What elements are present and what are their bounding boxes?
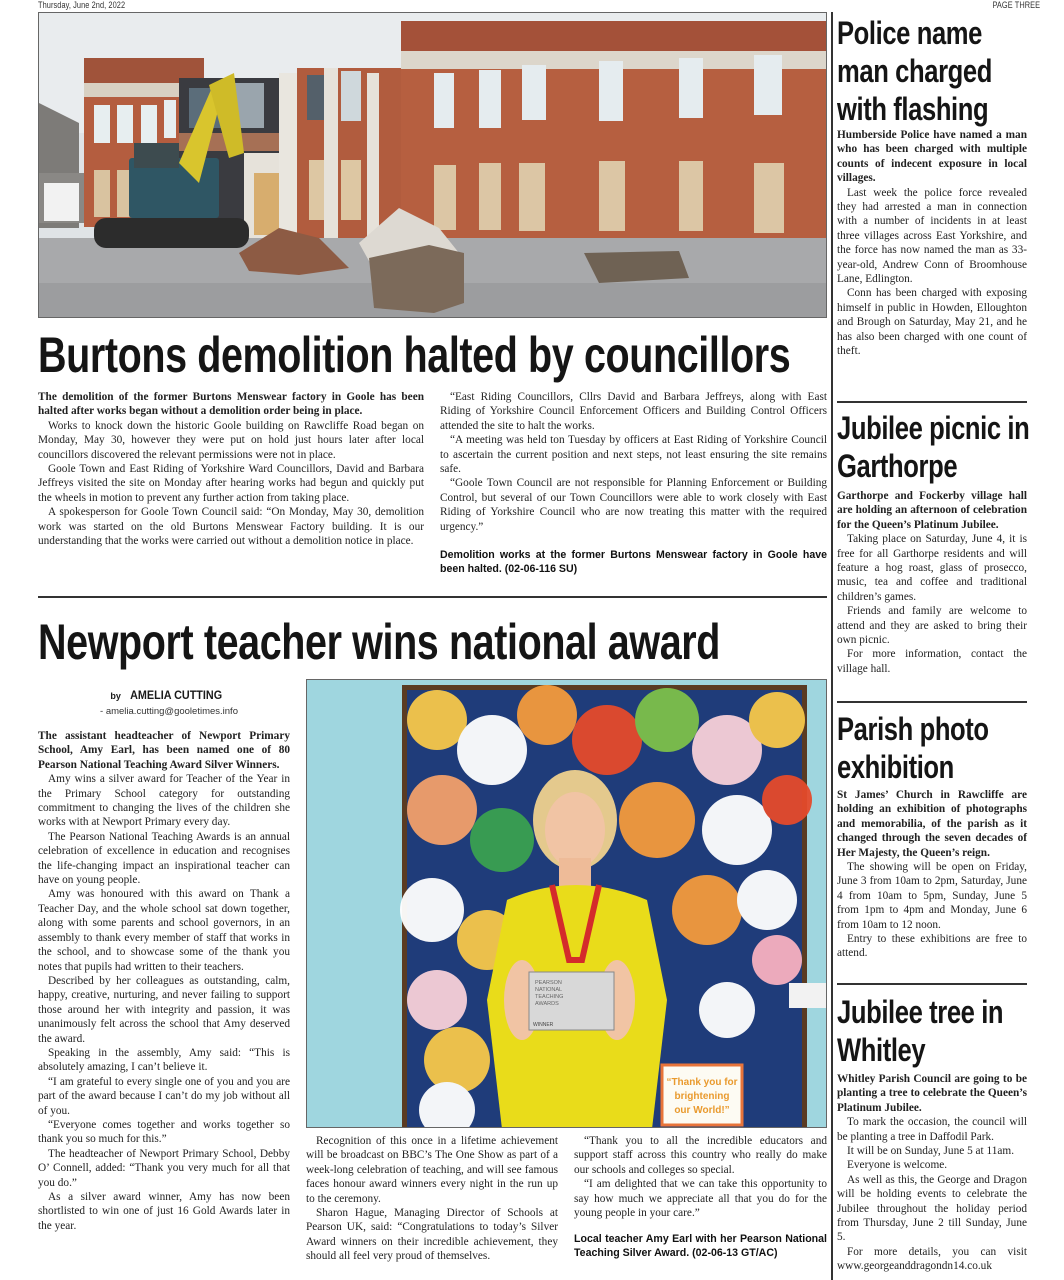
sidebar-story-exhibition [837,788,1027,961]
sidebar-headline-police: Police name man charged with flashing [837,15,992,127]
paragraph: Described by her colleagues as outstanding, calm, happy, creative, nurturing, and never failing to support those around her with integrity and passion, it was unanimously felt across the school that Amy deserved the award. [38,974,290,1045]
folio-date: Thursday, June 2nd, 2022 [38,0,126,10]
teacher-photo-caption: Local teacher Amy Earl with her Pearson National Teaching Silver Award. (02-06-13 GT/AC) [574,1233,827,1260]
sidebar-divider [837,983,1027,985]
photo-teacher-award-icon [307,680,827,1128]
paragraph: Conn has been charged with exposing himself in public in Howden, Elloughton and Brough on Saturday, May 21, and he has also been charged with one count of theft. [837,287,1027,358]
paragraph: Everyone is welcome. [847,1159,948,1172]
byline-prefix: by [110,691,121,701]
second-lede: The assistant headteacher of Newport Primary School, Amy Earl, has been named one of 80 Pearson National Teaching Award Silver Winners. [38,730,290,771]
paragraph: It will be on Sunday, June 5 at 11am. [847,1145,1015,1158]
sidebar-story-picnic [837,489,1027,676]
svg-text:NATIONAL: NATIONAL [535,987,563,993]
sidebar-lede: St James’ Church in Rawcliffe are holding an exhibition of photographs and memorabilia, of the parish as it changed through the seven decades of Her Majesty, the Queen’s reign. [837,789,1027,859]
paragraph-with-link: For more details, you can visit www.georgeanddragondn14.co.uk [837,1245,1027,1273]
paragraph: “Goole Town Council are not responsible for Planning Enforcement or Building Control, but several of our Town Councillors were able to work closely with East Riding of Yorkshire Council who are now treating this matter with the required urgency.” [440,477,827,533]
sidebar-lede: Whitley Parish Council are going to be planting a tree to celebrate the Queen’s Platinum Jubilee. [837,1073,1027,1114]
svg-text:WINNER: WINNER [533,1022,554,1028]
column-divider [831,12,833,1280]
paragraph: Recognition of this once in a lifetime achievement will be broadcast on BBC’s The One Show as part of a week-long celebration of teaching, and will see famous faces honour award winners every night in the run up to the ceremony. [306,1135,558,1205]
paragraph: A spokesperson for Goole Town Council said: “On Monday, May 30, demolition work was started on the old Burtons Menswear Factory building. It is our understanding that the works were carried out without a demolition notice in place. [38,506,424,548]
lead-lede: The demolition of the former Burtons Menswear factory in Goole has been halted after works began without a demolition order being in place. [38,391,424,418]
paragraph: The showing will be open on Friday, June 3 from 10am to 2pm, Saturday, June 4 from 10am to 5pm, Sunday, June 5 from 1pm to 4pm and Monday, June 6 from 10am to 12 noon. [837,861,1027,931]
byline-author: AMELIA CUTTING [130,688,223,702]
second-headline: Newport teacher wins national award [38,614,720,670]
sidebar-story-police [837,128,1027,359]
second-story-column-2 [306,1134,558,1264]
paragraph: “Everyone comes together and works together so thank you so much for this.” [38,1118,290,1146]
paragraph: “I am delighted that we can take this opportunity to say how much we appreciate all that you do for the young people in your care.” [574,1178,827,1220]
lead-story-column-2 [440,390,827,576]
second-story-column-3 [574,1134,827,1260]
lead-headline: Burtons demolition halted by councillors [38,327,791,383]
paragraph: “I am grateful to every single one of you and you are part of the award because I can’t do my job without all of you. [38,1075,290,1117]
lead-photo-caption: Demolition works at the former Burtons Menswear factory in Goole have been halted. (02-06-116 SU) [440,549,827,576]
paragraph: The Pearson National Teaching Awards is an annual celebration of excellence in education and recognises the life-changing impact an inspirational teacher can have on young people. [38,830,290,887]
sidebar-divider [837,701,1027,703]
svg-text:our World!”: our World!” [674,1105,730,1116]
sidebar-story-tree [837,1072,1027,1274]
svg-text:brightening: brightening [674,1091,730,1102]
folio-page: PAGE THREE [992,0,1040,10]
svg-text:PEARSON: PEARSON [535,980,562,986]
sidebar-headline-tree: Jubilee tree in Whitley [837,994,1004,1068]
byline [38,686,300,717]
paragraph: Sharon Hague, Managing Director of Schools at Pearson UK, said: “Congratulations to today’s Silver Award winners on their incredible achievement, they should all feel very proud of themselves. [306,1207,558,1263]
section-divider [38,596,827,598]
teacher-photo [306,679,827,1128]
sidebar-headline-picnic: Jubilee picnic in Garthorpe [837,410,1030,484]
photo-demolition-icon [39,13,827,318]
paragraph: Friends and family are welcome to attend and they are asked to bring their own picnic. [837,605,1027,647]
second-story-column-1 [38,729,290,1233]
paragraph: As a silver award winner, Amy has now been shortlisted to win one of just 16 Gold Awards later in the year. [38,1191,290,1232]
paragraph: Goole Town and East Riding of Yorkshire Ward Councillors, David and Barbara Jeffreys visited the site on Monday after hearing works had begun and quickly put the wheels in motion to prevent any further action from taking place. [38,463,424,504]
sidebar-divider [837,401,1027,403]
paragraph: “Thank you to all the incredible educators and support staff across this country who really do make our schools and colleges so special. [574,1135,827,1176]
paragraph: “East Riding Councillors, Cllrs David and Barbara Jeffreys, along with East Riding of Yorkshire Council Enforcement Officers and Building Control Officers attended the site to halt the works. [440,391,827,432]
paragraph: Entry to these exhibitions are free to attend. [837,933,1027,960]
svg-text:“Thank you for: “Thank you for [666,1077,738,1088]
sidebar-headline-exhibition: Parish photo exhibition [837,711,989,785]
sidebar-lede: Humberside Police have named a man who has been charged with multiple counts of indecent exposure in local villages. [837,129,1027,185]
paragraph: Speaking in the assembly, Amy said: “This is absolutely amazing, I can’t believe it. [38,1046,290,1074]
byline-email[interactable]: - amelia.cutting@gooletimes.info [100,706,238,717]
svg-text:AWARDS: AWARDS [535,1001,559,1007]
paragraph: Last week the police force revealed they had arrested a man in connection with a number of incidents in at least three villages across East Yorkshire, and the force has now named the man as 33-year-old, Andrew Conn of Broomhouse Lane, Edlington. [837,186,1027,286]
paragraph: To mark the occasion, the council will be planting a tree in Daffodil Park. [837,1116,1027,1143]
paragraph: For more information, contact the village hall. [837,648,1027,675]
paragraph: Works to knock down the historic Goole building on Rawcliffe Road began on Monday, May 30, however they were put on hold just hours later after local councillors discovered the relevant permissions were not in place. [38,419,424,461]
paragraph: The headteacher of Newport Primary School, Debby O’ Connell, added: “Thank you very much for all that you do.” [38,1147,290,1189]
lead-story-column-1 [38,390,424,548]
svg-text:TEACHING: TEACHING [535,994,564,1000]
paragraph: Amy wins a silver award for Teacher of the Year in the Primary School category for outstanding commitment to changing the lives of the children she works with at Newport Primary every day. [38,773,290,829]
paragraph: Amy was honoured with this award on Thank a Teacher Day, and the whole school sat down together, along with some parents and school governors, in an assembly to thank every member of staff that works in the school, and to showcase some of the thank you notes that pupils had written to their teachers. [38,888,290,973]
demolition-photo [38,12,827,318]
paragraph: Taking place on Saturday, June 4, it is free for all Garthorpe residents and will feature a hog roast, glass of prosecco, music, tea and coffee and traditional children’s games. [837,533,1027,603]
sidebar-lede: Garthorpe and Fockerby village hall are holding an afternoon of celebration for the Queen’s Platinum Jubilee. [837,490,1027,531]
paragraph: “A meeting was held ton Tuesday by officers at East Riding of Yorkshire Council to ascertain the current position and next steps, not least ensuring the site remains safe. [440,434,827,476]
paragraph: As well as this, the George and Dragon will be holding events to celebrate the Jubilee throughout the holiday period from Thursday, June 2 till Sunday, June 5. [837,1173,1027,1244]
